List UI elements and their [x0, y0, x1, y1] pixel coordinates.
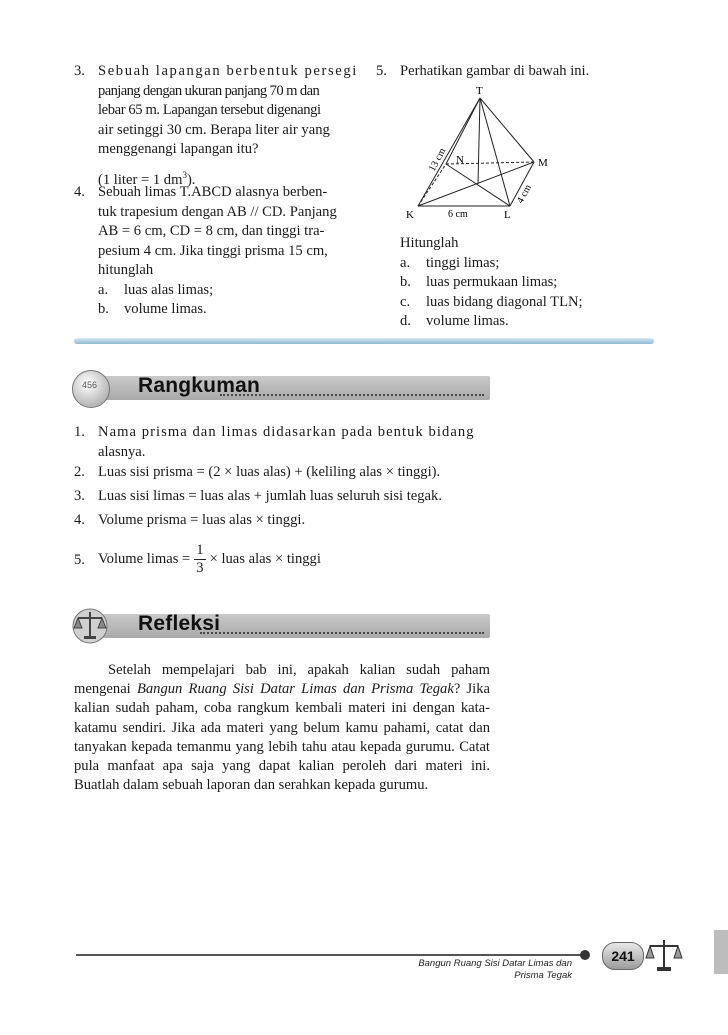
- problem-5-subitem-a: a. tinggi limas;: [400, 254, 500, 271]
- edge-TK: [418, 98, 480, 206]
- footer-rule: [76, 954, 586, 956]
- problem-3-line: menggenangi lapangan itu?: [98, 141, 259, 157]
- height-line: [478, 98, 480, 184]
- edge-TM: [480, 98, 534, 162]
- problem-5-text: Perhatikan gambar di bawah ini.: [400, 63, 590, 79]
- summary-item-line: Nama prisma dan limas didasarkan pada bentuk bidang: [98, 424, 475, 440]
- problem-3-number: 3.: [74, 63, 85, 79]
- summary-item-5-suffix: × luas alas × tinggi: [209, 550, 321, 567]
- summary-item-1: 1. Nama prisma dan limas didasarkan pada bentuk bidang alasnya.: [74, 423, 490, 462]
- label-L: L: [504, 209, 511, 221]
- problem-4-line: pesium 4 cm. Jika tinggi prisma 15 cm,: [98, 242, 328, 259]
- refleksi-banner: [70, 604, 490, 646]
- summary-item-line: alasnya.: [98, 443, 146, 460]
- page-edge-tab: [714, 930, 728, 974]
- problem-5-subitem-c: c. luas bidang diagonal TLN;: [400, 293, 583, 310]
- problem-3: [74, 62, 364, 190]
- rangkuman-banner: [70, 366, 490, 408]
- label-N: N: [456, 154, 464, 166]
- refleksi-chapter-title: Bangun Ruang Sisi Datar Limas dan Prisma Tegak: [136, 681, 454, 698]
- refleksi-title: Refleksi: [138, 612, 221, 635]
- refleksi-paragraph: Setelah mempelajari bab ini, apakah kalian sudah paham mengenai Bangun Ruang Sisi Datar Limas dan Prisma Tegak? Jika kalian sudah paham, coba rangkum kembali materi ini dengan kata-katamu sendiri. Jika ada materi yang belum kamu pahami, catat dan tanyakan kepada temanmu yang lebih tahu atau kepada gurumu. Catat pula manfaat apa saja yang dapat kalian peroleh dari materi ini. Buatlah dalam sebuah laporan dan serahkan kepada gurumu.: [74, 662, 490, 794]
- problem-5-subitem-b: b. luas permukaan limas;: [400, 274, 558, 290]
- problem-4-line: AB = 6 cm, CD = 8 cm, dan tinggi tra-: [98, 223, 325, 239]
- problem-4-line: tuk trapesium dengan AB // CD. Panjang: [98, 203, 337, 220]
- problem-4-text: [98, 183, 364, 320]
- footer-bullet: [580, 950, 590, 960]
- footer-chapter-title: Bangun Ruang Sisi Datar Limas dan Prisma Tegak: [418, 958, 572, 981]
- balance-scale-icon: [70, 604, 126, 644]
- summary-item-5: 5. Volume limas = $\frac{1}{3}$ × luas alas × tinggi: [74, 542, 321, 576]
- summary-item-5-prefix: Volume limas =: [98, 550, 191, 567]
- label-side-length: 4 cm: [514, 182, 534, 206]
- problem-3-line: lebar 65 m. Lapangan tersebut digenangi: [98, 102, 321, 118]
- section-divider: [74, 338, 654, 344]
- problem-4-subitem-a: a. luas alas limas;: [98, 281, 214, 298]
- footer-scale-icon: [644, 936, 684, 974]
- rangkuman-title: Rangkuman: [138, 374, 260, 397]
- badge-number: 456: [82, 380, 98, 390]
- fraction-one-third: $\frac{1}{3}$: [196, 542, 204, 576]
- problem-4-number: 4.: [74, 184, 85, 200]
- problem-5: [376, 62, 656, 82]
- rangkuman-badge-icon: [70, 366, 126, 406]
- label-M: M: [538, 157, 548, 169]
- problem-4-subitem-b: b. volume limas.: [98, 301, 207, 317]
- label-T: T: [476, 85, 483, 97]
- problem-5-ask: Hitunglah: [400, 235, 459, 251]
- problem-3-note: (1 liter = 1 $dm^3$).: [98, 169, 196, 188]
- problem-3-line: panjang dengan ukuran panjang 70 m dan: [98, 82, 320, 99]
- problem-5-number: 5.: [376, 63, 387, 79]
- summary-item-3: 3. Luas sisi limas = luas alas + jumlah luas seluruh sisi tegak.: [74, 488, 442, 504]
- summary-item-2: 2. Luas sisi prisma = (2 × luas alas) + (keliling alas × tinggi).: [74, 464, 441, 480]
- label-slant-length: 13 cm: [426, 146, 449, 174]
- problem-5-questions: [400, 234, 660, 332]
- problem-4-line: hitunglah: [98, 262, 154, 278]
- problem-3-line: Sebuah lapangan berbentuk persegi: [98, 63, 358, 79]
- problem-3-text: [98, 62, 364, 190]
- problem-5-subitem-d: d. volume limas.: [400, 313, 509, 329]
- summary-item-4: 4. Volume prisma = luas alas × tinggi.: [74, 512, 306, 528]
- label-base-length: 6 cm: [448, 209, 468, 220]
- problem-4-line: Sebuah limas T.ABCD alasnya berben-: [98, 184, 328, 200]
- problem-4: [74, 183, 364, 320]
- page-number: 241: [602, 942, 644, 970]
- label-K: K: [406, 209, 414, 221]
- banner-dots: [200, 632, 484, 634]
- problem-3-line: air setinggi 30 cm. Berapa liter air yang: [98, 121, 330, 138]
- pyramid-figure: [396, 80, 580, 230]
